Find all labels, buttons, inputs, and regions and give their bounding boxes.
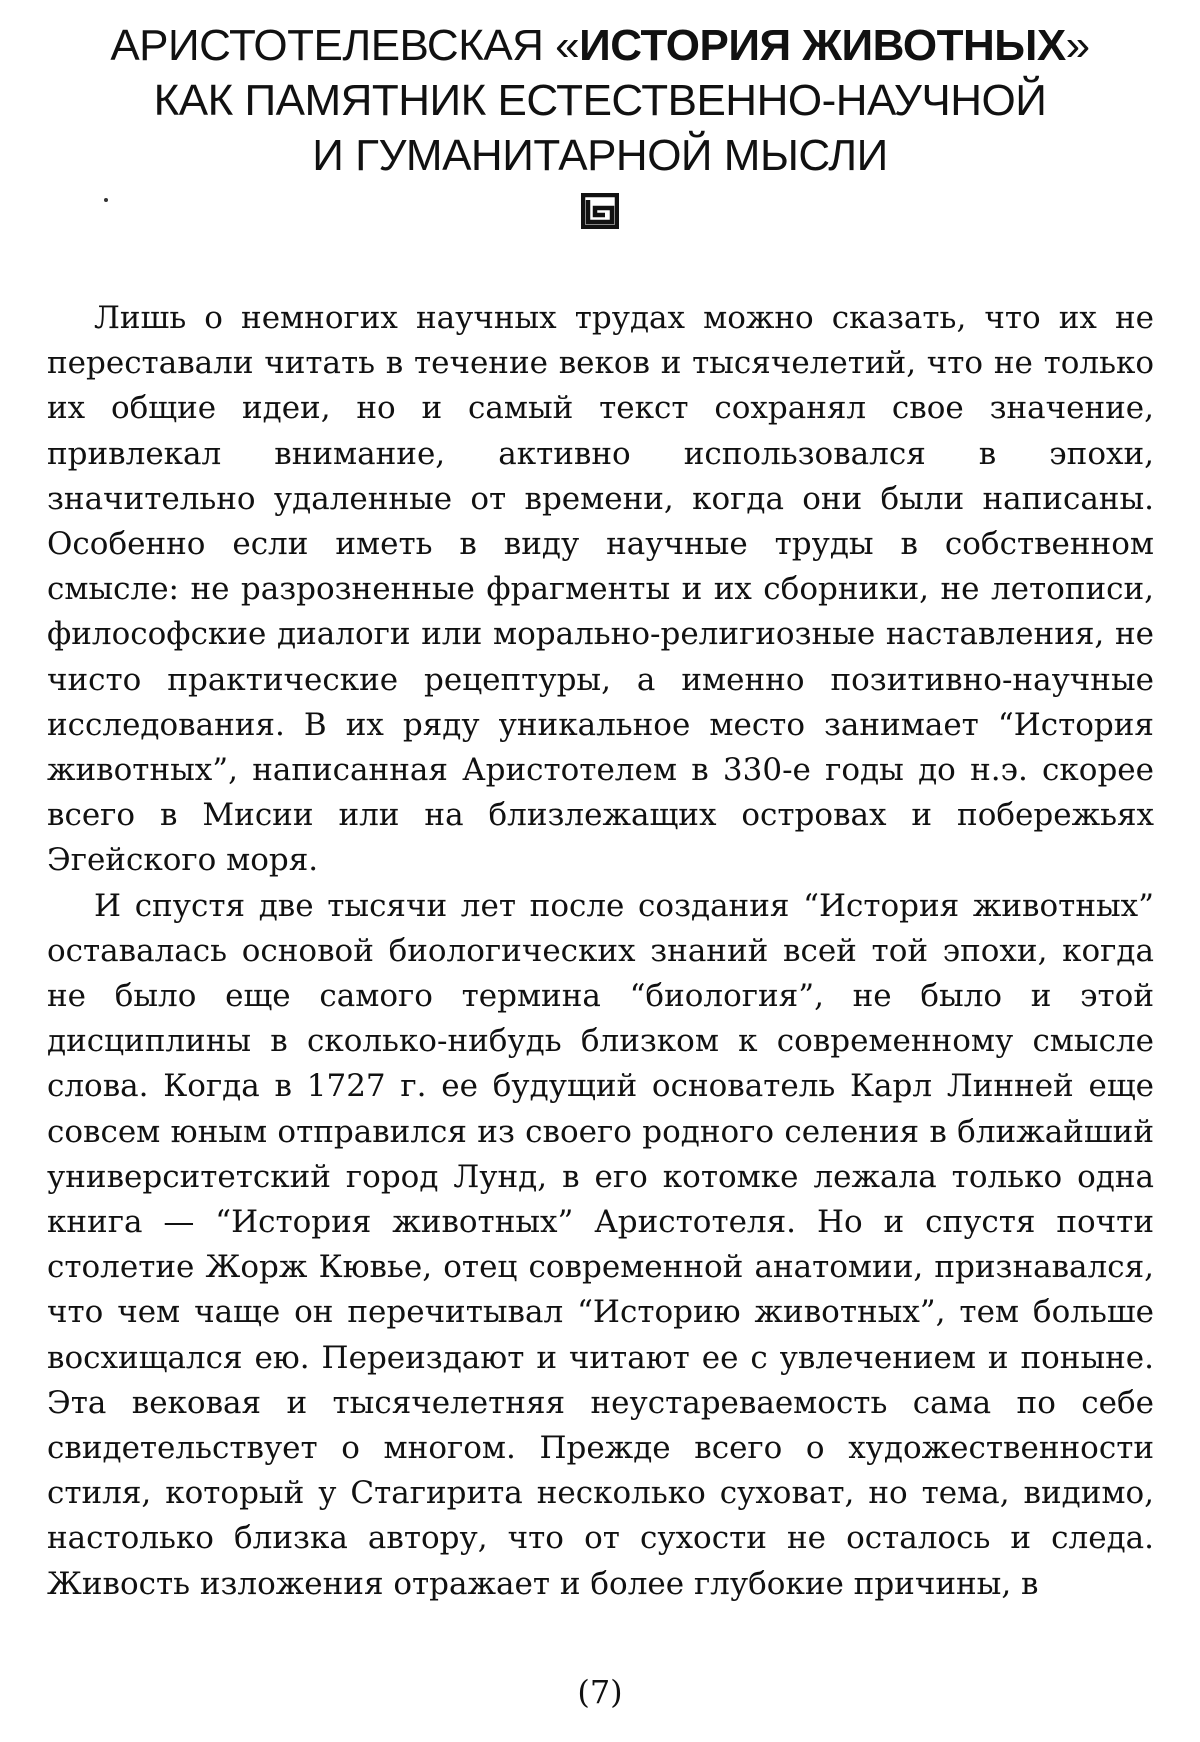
- greek-key-ornament-icon: [581, 193, 619, 229]
- chapter-title-emphasis: ИСТОРИЯ ЖИВОТНЫХ: [579, 21, 1066, 70]
- chapter-title-line-2: КАК ПАМЯТНИК ЕСТЕСТВЕННО-НАУЧНОЙ: [153, 76, 1047, 125]
- chapter-title-line-1: [0, 18, 1200, 73]
- chapter-title-prefix: АРИСТОТЕЛЕВСКАЯ «: [110, 21, 580, 70]
- print-speck: [104, 198, 108, 202]
- page-number: (7): [577, 1673, 623, 1711]
- paragraph-2: И спустя две тысячи лет после создания “История животных” оставалась основой биологических знаний всей той эпохи, когда не было еще самого термина “биология”, не было и этой дисциплины в сколько-нибудь близком к современному смысле слова. Когда в 1727 г. ее будущий основатель Карл Линней еще совсем юным отправился из своего родного селения в ближайший университетский город Лунд, в его котомке лежала только одна книга — “История животных” Аристотеля. Но и спустя почти столетие Жорж Кювье, отец современной анатомии, признавался, что чем чаще он перечитывал “Историю животных”, тем больше восхищался ею. Переиздают и читают ее с увлечением и поныне. Эта вековая и тысячелетняя неустареваемость сама по себе свидетельствует о многом. Прежде всего о художественности стиля, который у Стагирита несколько суховат, но тема, видимо, настолько близка автору, что от сухости не осталось и следа. Живость изложения отражает и более глубокие причины, в: [47, 887, 1154, 1602]
- body-text: [47, 296, 1154, 1607]
- chapter-title: [0, 18, 1200, 183]
- chapter-title-line-3: И ГУМАНИТАРНОЙ МЫСЛИ: [312, 131, 888, 180]
- paragraph-1: Лишь о немногих научных трудах можно сказать, что их не переставали читать в течение веков и тысячелетий, что не только их общие идеи, но и самый текст сохранял свое значение, привлекал внимание, активно использовался в эпохи, значительно удаленные от времени, когда они были написаны. Особенно если иметь в виду научные труды в собственном смысле: не разрозненные фрагменты и их сборники, не летописи, философские диалоги или морально-религиозные наставления, не чисто практические рецептуры, а именно позитивно-научные исследования. В их ряду уникальное место занимает “История животных”, написанная Аристотелем в 330-е годы до н.э. скорее всего в Мисии или на близлежащих островах и побережьях Эгейского моря.: [47, 300, 1154, 879]
- chapter-title-suffix: »: [1065, 21, 1090, 70]
